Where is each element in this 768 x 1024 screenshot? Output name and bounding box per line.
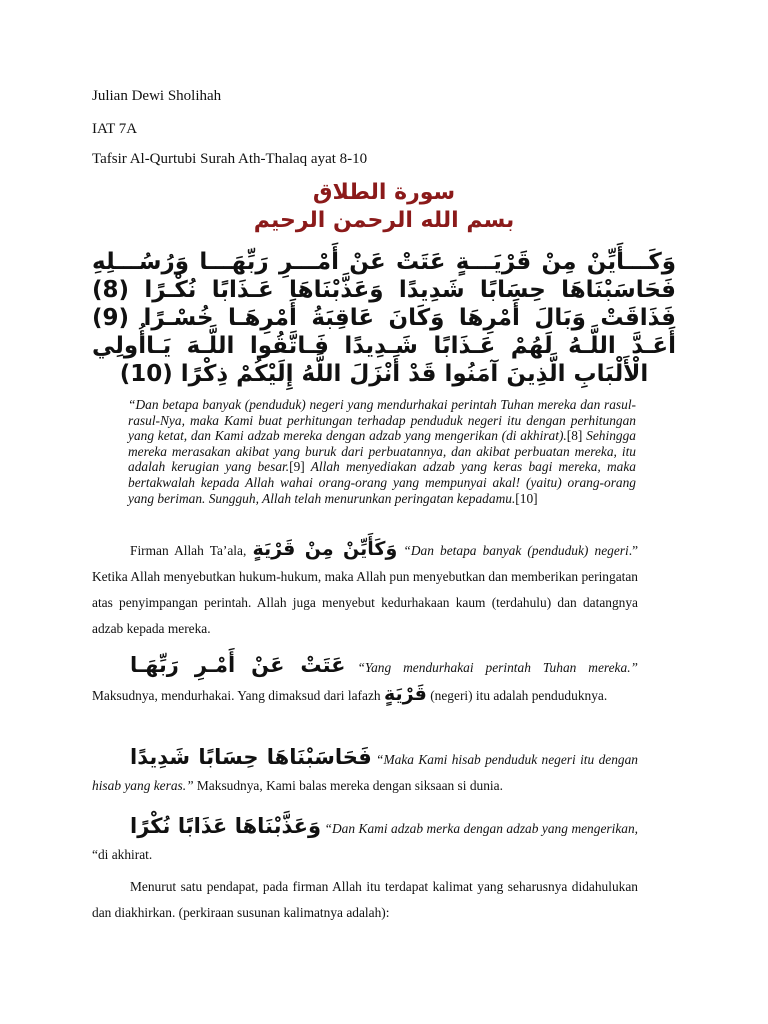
surah-name: سورة الطلاق — [312, 180, 456, 205]
paragraph-1-arabic: وَكَأَيِّنْ مِنْ قَرْيَةٍ — [252, 538, 398, 560]
footnote-ref-9[interactable]: [9] — [289, 459, 305, 475]
footnote-ref-8[interactable]: [8] — [566, 428, 583, 444]
paragraph-4 — [92, 813, 638, 868]
document-topic: Tafsir Al-Qurtubi Surah Ath-Thalaq ayat 8-10 — [92, 151, 368, 167]
class-label: IAT 7A — [92, 121, 138, 137]
paragraph-3 — [92, 744, 638, 799]
paragraph-2-arabic: عَتَتْ عَنْ أَمْـرِ رَبِّهَـا — [130, 653, 346, 677]
paragraph-1-rest: .” Ketika Allah menyebutkan hukum-hukum, maka Allah pun menyebutkan dan memberikan peringatan atas penyimpangan perintah. Allah juga menyebut kedurhakaan kaum (terdahulu) dan datangnya adzab kepada mereka. — [92, 543, 639, 636]
paragraph-3-quote: “Maka Kami hisab penduduk negeri itu dengan hisab yang keras.” — [92, 752, 638, 793]
translation-part-2: Sehingga mereka merasakan akibat yang buruk dari perbuatannya, dan akibat perbuatan mereka, itu adalah kerugian yang besar. — [128, 428, 637, 475]
paragraph-5 — [92, 874, 638, 926]
translation-part-3: Allah menyediakan adzab yang keras bagi mereka, maka bertakwalah kepada Allah wahai orang-orang yang mempunyai akal! (yaitu) orang-orang yang beriman. Sungguh, Allah telah menurunkan peringatan kepadamu. — [128, 459, 636, 506]
verse-translation — [128, 397, 636, 506]
paragraph-2-rest-a: Maksudnya, mendurhakai. Yang dimaksud dari lafazh — [92, 688, 384, 703]
verse-line-5: الْأَلْبَابِ الَّذِينَ آمَنُوا قَدْ أَنْزَلَ اللَّهُ إِلَيْكُمْ ذِكْرًا (10) — [119, 361, 649, 387]
paragraph-4-rest: “di akhirat. — [92, 847, 153, 862]
quran-verses — [92, 248, 676, 388]
footnote-ref-10[interactable]: [10] — [515, 490, 538, 506]
verse-line-2: فَحَاسَبْنَاهَا حِسَابًا شَدِيدًا وَعَذَّبْنَاهَا عَـذَابًا نُكْـرًا (8) — [92, 277, 676, 303]
verse-line-4: أَعَـدَّ اللَّـهُ لَهُمْ عَـذَابًا شَـدِيدًا فَـاتَّقُوا اللَّـهَ يَـاأُولِي — [92, 333, 676, 359]
paragraph-2-quote: “Yang mendurhakai perintah Tuhan mereka.” — [345, 660, 638, 675]
paragraph-3-rest: Maksudnya, Kami balas mereka dengan siksaan si dunia. — [193, 778, 503, 793]
verse-line-1: وَكَـــأَيِّنْ مِنْ قَرْيَـــةٍ عَتَتْ عَنْ أَمْـــرِ رَبِّهَـــا وَرُسُـــلِهِ — [92, 249, 676, 275]
paragraph-4-quote: “Dan Kami adzab merka dengan adzab yang mengerikan, — [321, 821, 638, 836]
paragraph-2-arabic-2: قَرْيَةٍ — [383, 683, 427, 705]
paragraph-1-lead: Firman Allah Ta’ala, — [130, 543, 253, 558]
paragraph-1 — [92, 536, 638, 642]
paragraph-2 — [92, 652, 638, 709]
basmala: بسم الله الرحمن الرحيم — [253, 208, 515, 233]
paragraph-5-text: Menurut satu pendapat, pada firman Allah itu terdapat kalimat yang seharusnya didahulukan dan diakhirkan. (perkiraan susunan kalimatnya adalah): — [92, 879, 638, 920]
paragraph-4-arabic: وَعَذَّبْنَاهَا عَذَابًا نُكْرًا — [130, 814, 322, 838]
paragraph-1-quote: “Dan betapa banyak (penduduk) negeri — [397, 543, 629, 558]
paragraph-3-arabic: فَحَاسَبْنَاهَا حِسَابًا شَدِيدًا — [130, 745, 372, 769]
paragraph-2-rest-b: (negeri) itu adalah penduduknya. — [426, 688, 608, 703]
author-name: Julian Dewi Sholihah — [92, 88, 222, 104]
verse-line-3: فَذَاقَتْ وَبَالَ أَمْرِهَا وَكَانَ عَاقِبَةُ أَمْرِهَـا خُسْـرًا (9) — [92, 305, 676, 331]
translation-part-1: “Dan betapa banyak (penduduk) negeri yang mendurhakai perintah Tuhan mereka dan rasul-rasul-Nya, maka Kami buat perhitungan terhadap penduduk negeri itu dengan perhitungan yang ketat, dan Kami adzab mereka dengan adzab yang mengerikan (di akhirat). — [128, 397, 636, 444]
